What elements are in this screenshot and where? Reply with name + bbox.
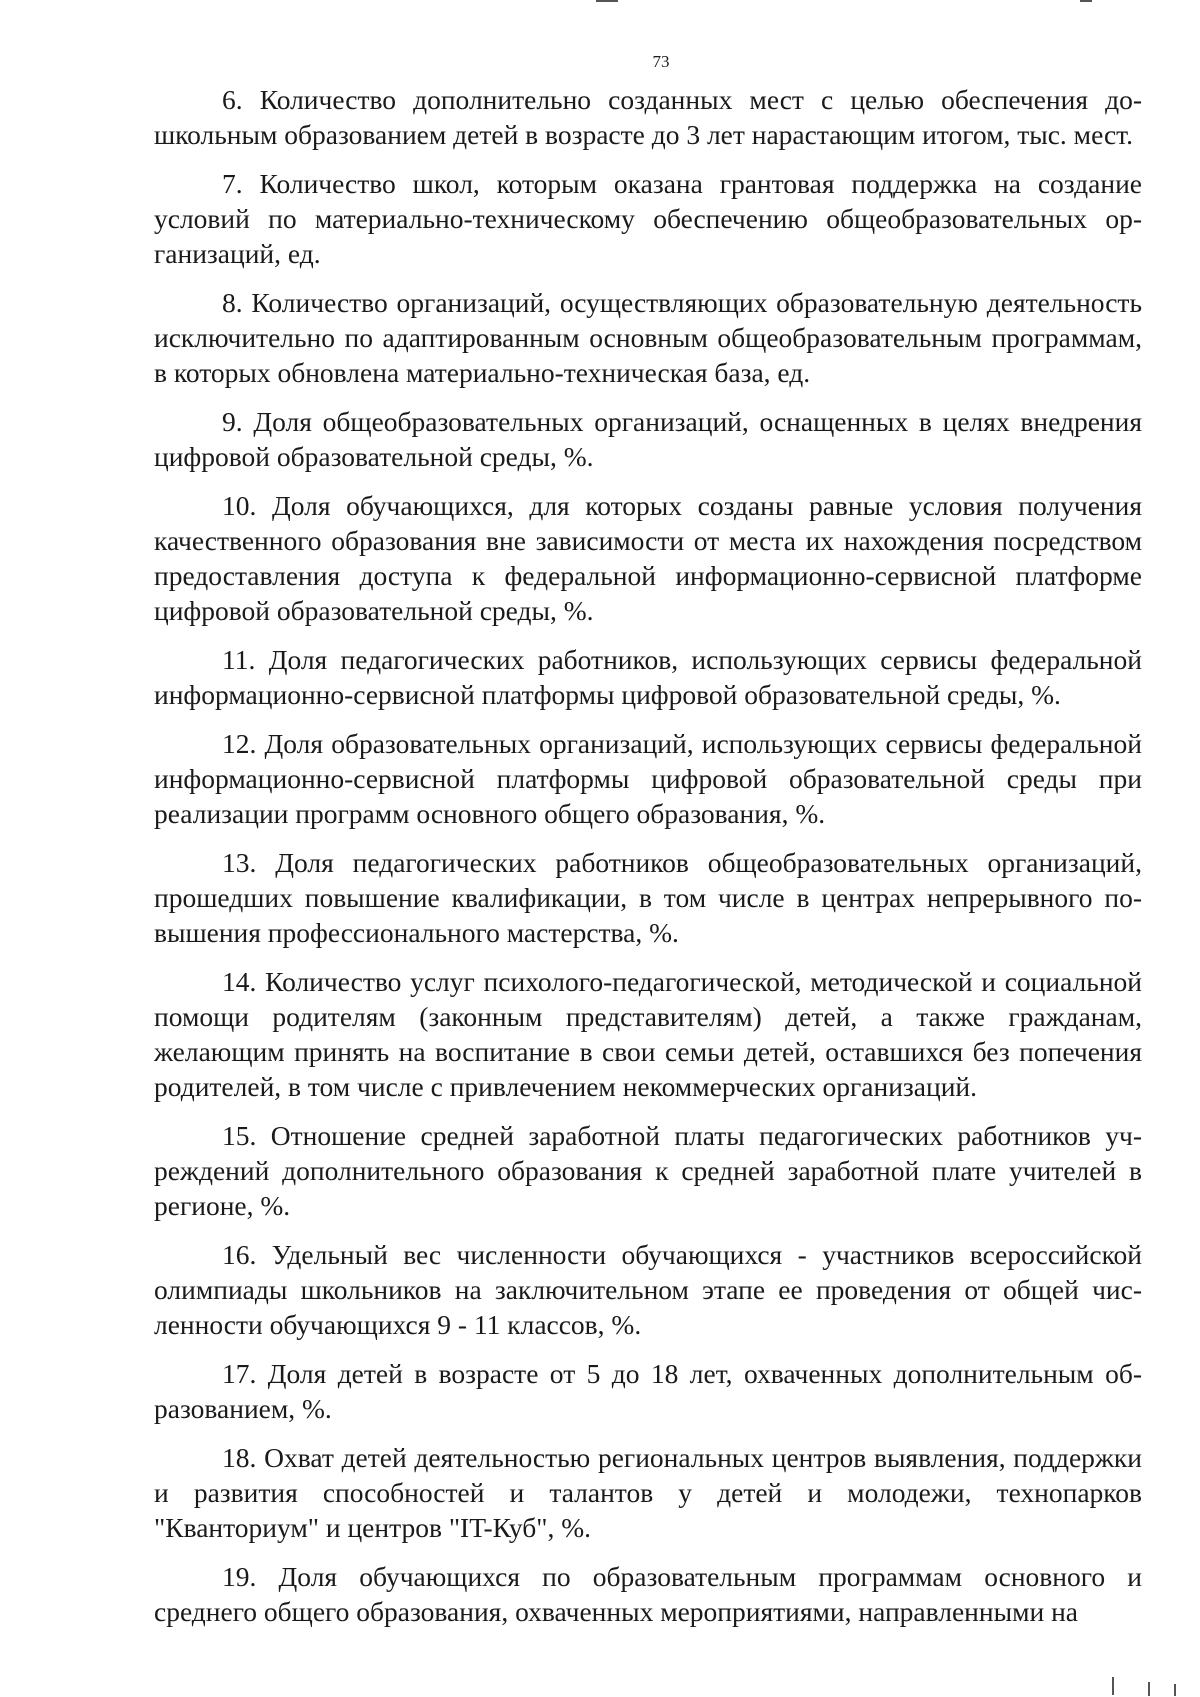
list-item: 12. Доля образовательных организаций, использующих сервисы федеральной информационно-сервисной платформы цифровой образовательной среды при реализации программ основного общего образования, %.: [154, 728, 1142, 829]
list-item: 6. Количество дополнительно созданных мест с целью обеспечения дошкольным образованием детей в возрасте до 3 лет нарастающим итогом, тыс. мест.: [154, 84, 1142, 150]
scan-artifact: [1080, 0, 1092, 2]
list-item: 17. Доля детей в возрасте от 5 до 18 лет, охваченных дополнительным образованием, %.: [154, 1358, 1142, 1424]
list-item: 14. Количество услуг психолого-педагогической, методической и социальной помощи родителям (законным представителям) детей, а также гражданам, желающим принять на воспитание в свои семьи детей, оставшихся без попечения родителей, в том числе с привлечением некоммерческих организаций.: [154, 966, 1142, 1102]
scan-artifact: [1174, 1684, 1176, 1696]
scan-artifact: [1112, 1677, 1114, 1695]
list-item: 13. Доля педагогических работников общеобразовательных организаций, прошедших повышение квалификации, в том числе в центрах непрерывного повышения профессионального мастерства, %.: [154, 847, 1142, 948]
list-item: 8. Количество организаций, осуществляющих образовательную деятельность исключительно по адаптированным основным общеобразовательным программам, в которых обновлена материально-техническая база, ед.: [154, 287, 1142, 388]
indicator-list: [154, 82, 1142, 1629]
scan-artifact: [1148, 1682, 1150, 1696]
list-item: 19. Доля обучающихся по образовательным программам основного и среднего общего образования, охваченных мероприятиями, направленными на: [154, 1561, 1142, 1627]
list-item: 18. Охват детей деятельностью региональных центров выявления, поддержки и развития способностей и талантов у детей и молодежи, технопарков "Кванториум" и центров "IT-Куб", %.: [154, 1442, 1142, 1543]
list-item: 10. Доля обучающихся, для которых созданы равные условия получения качественного образования вне зависимости от места их нахождения посредством предоставления доступа к федеральной информационно-сервисной платформе цифровой образовательной среды, %.: [154, 490, 1142, 626]
list-item: 7. Количество школ, которым оказана грантовая поддержка на создание условий по материально-техническому обеспечению общеобразовательных организаций, ед.: [154, 168, 1142, 269]
page-number: 73: [652, 52, 670, 71]
list-item: 15. Отношение средней заработной платы педагогических работников учреждений дополнительного образования к средней заработной плате учителей в регионе, %.: [154, 1120, 1142, 1221]
list-item: 9. Доля общеобразовательных организаций, оснащенных в целях внедрения цифровой образовательной среды, %.: [154, 406, 1142, 472]
list-item: 11. Доля педагогических работников, использующих сервисы федеральной информационно-сервисной платформы цифровой образовательной среды, %.: [154, 644, 1142, 710]
list-item: 16. Удельный вес численности обучающихся - участников всероссийской олимпиады школьников на заключительном этапе ее проведения от общей численности обучающихся 9 - 11 классов, %.: [154, 1239, 1142, 1340]
scan-artifact: [596, 0, 618, 2]
